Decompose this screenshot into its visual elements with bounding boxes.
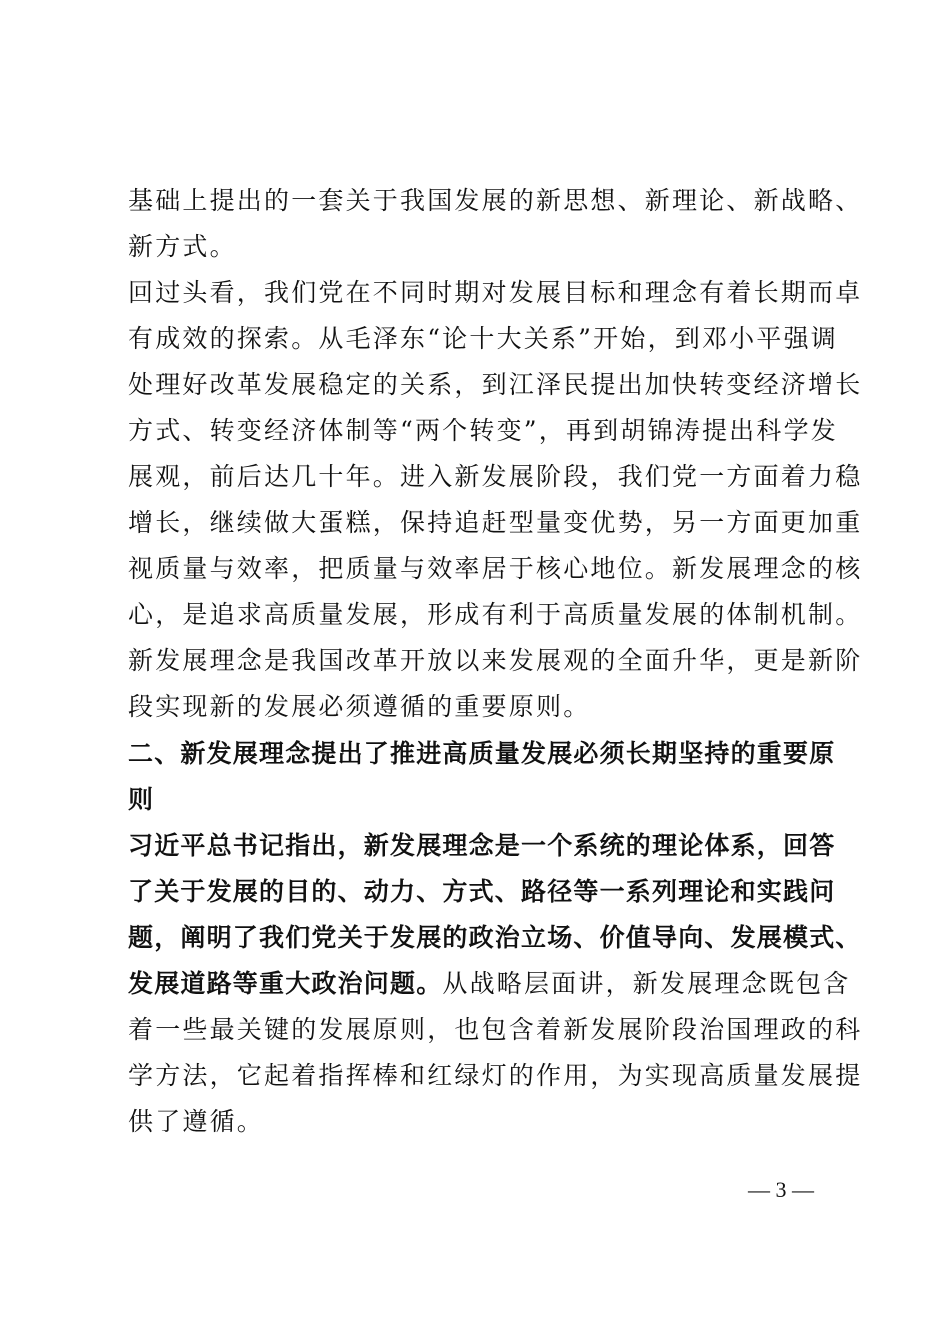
section-heading-line-1: 二、新发展理念提出了推进高质量发展必须长期坚持的重要原 bbox=[128, 739, 836, 768]
paragraph-2-line-1: 回过头看，我们党在不同时期对发展目标和理念有着长期而卓 bbox=[128, 278, 863, 307]
paragraph-1-line-1: 基础上提出的一套关于我国发展的新思想、新理论、新战略、 bbox=[128, 186, 863, 215]
section-heading-line-2: 则 bbox=[128, 785, 155, 814]
paragraph-3-line-4-bold: 发展道路等重大政治问题。 bbox=[128, 969, 443, 998]
paragraph-3-line-6: 学方法，它起着指挥棒和红绿灯的作用，为实现高质量发展提 bbox=[128, 1061, 863, 1090]
paragraph-2-line-2: 有成效的探索。从毛泽东“论十大关系”开始，到邓小平强调 bbox=[128, 324, 838, 353]
paragraph-3-line-7: 供了遵循。 bbox=[128, 1107, 265, 1136]
paragraph-3-line-3: 题，阐明了我们党关于发展的政治立场、价值导向、发展模式、 bbox=[128, 923, 862, 952]
paragraph-2-line-10: 段实现新的发展必须遵循的重要原则。 bbox=[128, 692, 591, 721]
paragraph-3-line-4 bbox=[128, 969, 851, 999]
paragraph-2-line-6: 增长，继续做大蛋糕，保持追赶型量变优势，另一方面更加重 bbox=[128, 508, 863, 537]
paragraph-3-line-1: 习近平总书记指出，新发展理念是一个系统的理论体系，回答 bbox=[128, 831, 836, 860]
page-number: — 3 — bbox=[748, 1177, 814, 1202]
paragraph-2-line-7: 视质量与效率，把质量与效率居于核心地位。新发展理念的核 bbox=[128, 554, 863, 583]
paragraph-3-line-2: 了关于发展的目的、动力、方式、路径等一系列理论和实践问 bbox=[128, 877, 836, 906]
paragraph-2-line-3: 处理好改革发展稳定的关系，到江泽民提出加快转变经济增长 bbox=[128, 370, 863, 399]
paragraph-2-line-8: 心，是追求高质量发展，形成有利于高质量发展的体制机制。 bbox=[128, 600, 863, 629]
paragraph-2-line-4: 方式、转变经济体制等“两个转变”，再到胡锦涛提出科学发 bbox=[128, 416, 838, 445]
paragraph-1-line-2: 新方式。 bbox=[128, 232, 237, 261]
paragraph-2-line-9: 新发展理念是我国改革开放以来发展观的全面升华，更是新阶 bbox=[128, 646, 863, 675]
paragraph-3-line-5: 着一些最关键的发展原则，也包含着新发展阶段治国理政的科 bbox=[128, 1015, 863, 1044]
paragraph-2-line-5: 展观，前后达几十年。进入新发展阶段，我们党一方面着力稳 bbox=[128, 462, 863, 491]
paragraph-3-line-4-normal: 从战略层面讲，新发展理念既包含 bbox=[442, 969, 851, 998]
